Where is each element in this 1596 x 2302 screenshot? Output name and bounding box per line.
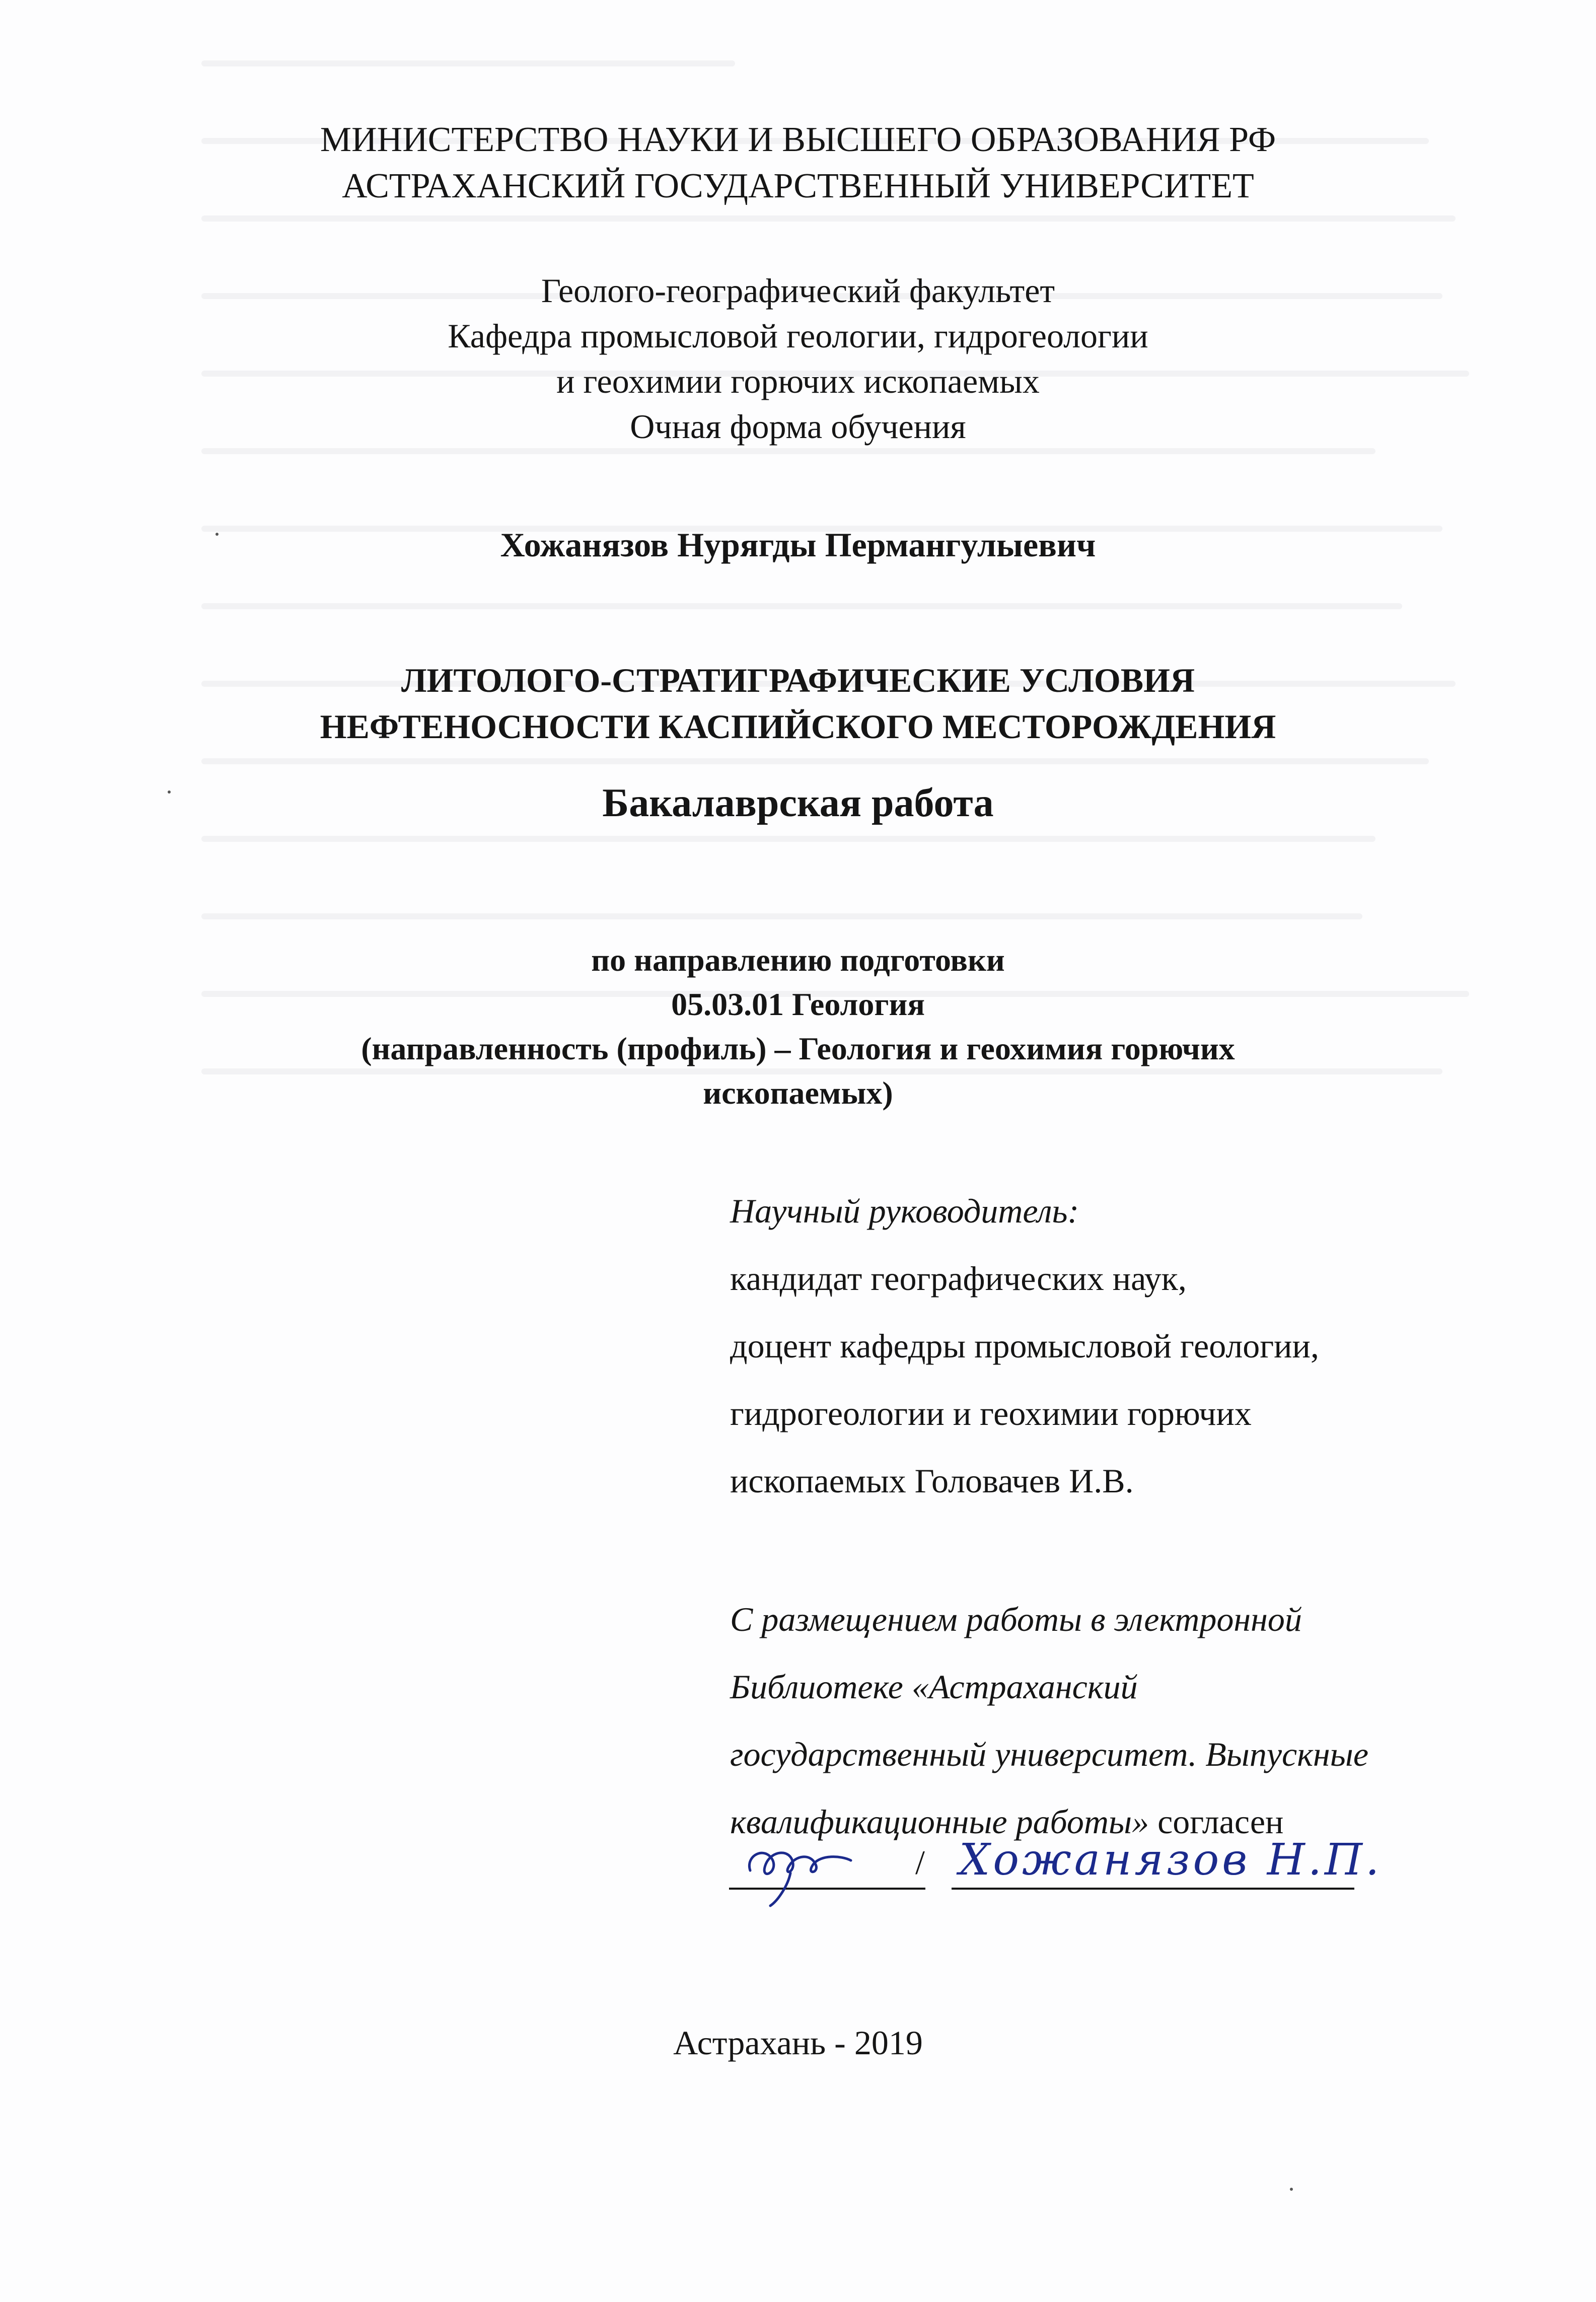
supervisor-line-4: ископаемых Головачев И.В. — [730, 1462, 1134, 1500]
direction-line-2: 05.03.01 Геология — [671, 986, 925, 1022]
consent-line-2: Библиотеке «Астраханский — [730, 1668, 1138, 1706]
supervisor-label: Научный руководитель: — [730, 1192, 1079, 1230]
faculty-name: Геолого-географический факультет — [541, 271, 1055, 310]
ministry-heading: МИНИСТЕРСТВО НАУКИ И ВЫСШЕГО ОБРАЗОВАНИЯ РФ — [320, 120, 1276, 159]
consent-line-4-plain: согласен — [1149, 1803, 1284, 1841]
supervisor-line-1: кандидат географических наук, — [730, 1259, 1187, 1298]
paper-speck — [215, 533, 219, 536]
name-underline — [952, 1888, 1354, 1890]
signature-mark — [730, 1825, 876, 1911]
paper-speck — [1290, 2188, 1293, 2191]
author-name: Хожанязов Нурягды Пермангулыевич — [500, 526, 1096, 564]
direction-line-3: (направленность (профиль) – Геология и геохимия горючих — [361, 1031, 1235, 1066]
paper-speck — [168, 790, 171, 794]
direction-line-4: ископаемых) — [703, 1075, 893, 1111]
study-form: Очная форма обучения — [630, 407, 966, 446]
consent-line-4-italic: квалификационные работы» — [730, 1803, 1149, 1841]
thesis-type: Бакалаврская работа — [602, 781, 994, 825]
supervisor-line-2: доцент кафедры промысловой геологии, — [730, 1327, 1319, 1365]
signature-separator: / — [915, 1843, 925, 1882]
thesis-title-line-1: ЛИТОЛОГО-СТРАТИГРАФИЧЕСКИЕ УСЛОВИЯ — [401, 661, 1195, 699]
handwritten-name: Хожанязов Н.П. — [959, 1835, 1383, 1885]
supervisor-line-3: гидрогеологии и геохимии горючих — [730, 1394, 1252, 1432]
city-year: Астрахань - 2019 — [673, 2024, 923, 2062]
department-line-2: и геохимии горючих ископаемых — [556, 362, 1040, 400]
university-heading: АСТРАХАНСКИЙ ГОСУДАРСТВЕННЫЙ УНИВЕРСИТЕТ — [342, 167, 1254, 205]
thesis-title-line-2: НЕФТЕНОСНОСТИ КАСПИЙСКОГО МЕСТОРОЖДЕНИЯ — [320, 707, 1276, 746]
department-line-1: Кафедра промысловой геологии, гидрогеологии — [448, 317, 1148, 355]
consent-line-3: государственный университет. Выпускные — [730, 1735, 1368, 1773]
direction-line-1: по направлению подготовки — [591, 942, 1005, 978]
consent-line-1: С размещением работы в электронной — [730, 1600, 1302, 1638]
